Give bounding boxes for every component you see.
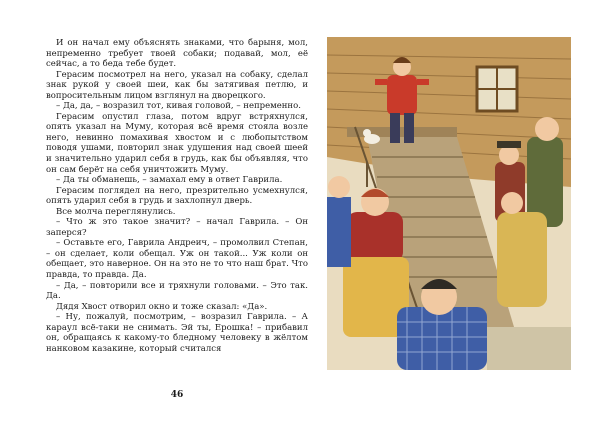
paragraph: – Ну, пожалуй, посмотрим, – возразил Гаврила. – А караул всё-таки не снимать. Эй ты, Ерошка! – прибавил он, обращаясь к какому-то бледному человеку в жёлтом нанковом казакине, который считался [46, 312, 308, 354]
page-number: 46 [170, 390, 184, 400]
paragraph: Герасим посмотрел на него, указал на собаку, сделал знак рукой у своей шеи, как бы затягивая петлю, и вопросительным лицом взглянул на дворецкого. [46, 69, 308, 101]
paragraph: – Что ж это такое значит? – начал Гаврила. – Он заперся? [46, 217, 308, 238]
paragraph: И он начал ему объяснять знаками, что барыня, мол, непременно требует твоей собаки; подавай, мол, её сейчас, а то беда тебе будет. [46, 38, 308, 70]
paragraph: – Да, да, – возразил тот, кивая головой, – непременно. [56, 101, 301, 112]
paragraph: Герасим поглядел на него, презрительно усмехнулся, опять ударил себя в грудь и захлопнул дверь. [46, 185, 308, 207]
man-blue-shirt [327, 176, 351, 267]
text-column [46, 38, 308, 354]
paragraph: – Да, – повторили все и тряхнули головами. – Это так. Да. [46, 280, 308, 302]
illustration [327, 37, 571, 370]
paragraph: – Да ты обманешь, – замахал ему в ответ Гаврила. [56, 175, 283, 186]
paragraph: Герасим опустил глаза, потом вдруг встряхнулся, опять указал на Муму, которая всё время стояла возле него, невинно помахивая хвостом и с любопытством поводя ушами, повторил знак удушения над своей шеей и значительно ударил себя в грудь, как бы объявляя, что он сам берёт на себя уничтожить Муму. [46, 111, 308, 175]
paragraph: Дядя Хвост отворил окно и тоже сказал: «Да». [56, 301, 268, 312]
ground [487, 327, 571, 370]
paragraph: – Оставьте его, Гаврила Андреич, – промолвил Степан, – он сделает, коли обещал. Уж он такой... Уж коли он обещает, это наверное. Он на это не то что наш брат. Что правда, то правда. Да. [46, 238, 308, 281]
illustration-drawing [327, 37, 571, 370]
paragraph: Все молча переглянулись. [56, 206, 176, 217]
